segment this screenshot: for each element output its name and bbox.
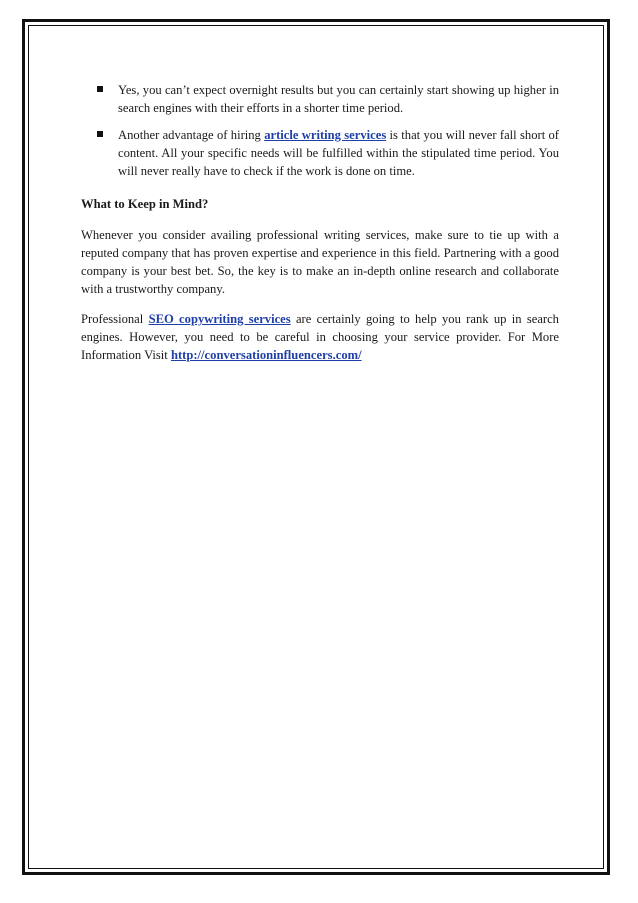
paragraph-seo [81,310,559,364]
paragraph-availing: Whenever you consider availing professional writing services, make sure to tie up with a reputed company that has proven expertise and experience in this field. Partnering with a good company is your best bet. So, the key is to make an in-depth online research and collaborate with a trustworthy company. [81,228,559,296]
website-url-link[interactable]: http://conversationinfluencers.com/ [170,348,362,362]
seo-copywriting-services-link[interactable]: SEO copywriting services [148,312,291,326]
bullet-list [81,81,559,180]
bullet-text: Yes, you can’t expect overnight results but you can certainly start showing up higher in search engines with their efforts in a shorter time period. [118,83,559,115]
article-writing-services-link[interactable]: article writing services [264,128,387,142]
bullet-item-results [81,81,559,117]
paragraph-text-middle: are certainly going to help you rank up in search engines. However, you need to be careful in choosing your service provider. For More Information Visit [81,312,559,362]
bullet-item-advantage [81,126,559,180]
document-body [81,81,559,376]
bullet-text-before: Another advantage of hiring [118,128,265,142]
bullet-text-after: is that you will never fall short of content. All your specific needs will be fulfilled within the stipulated time period. You will never really have to check if the work is done on time. [118,128,559,178]
square-bullet-icon [97,86,103,92]
section-heading: What to Keep in Mind? [81,197,209,211]
paragraph-text-before: Professional [81,312,149,326]
square-bullet-icon [97,131,103,137]
